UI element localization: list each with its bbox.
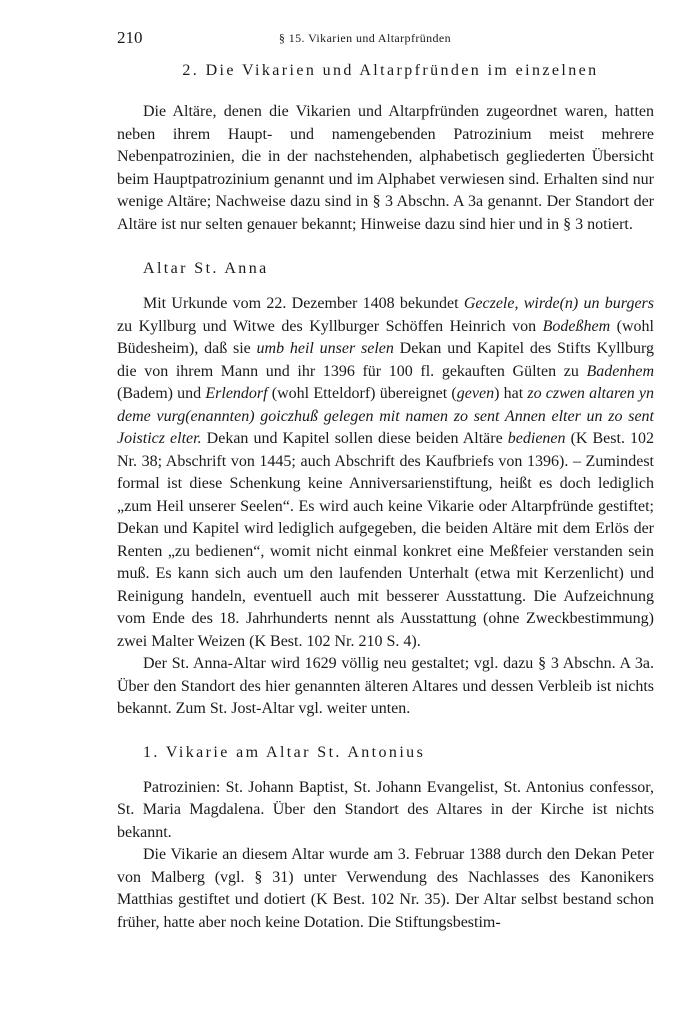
heading-altar-st-anna: Altar St. Anna	[143, 260, 269, 277]
page-number: 210	[117, 28, 143, 47]
heading-vikarie-st-antonius: 1. Vikarie am Altar St. Antonius	[143, 743, 426, 761]
antonius-paragraph-1: Patrozinien: St. Johann Baptist, St. Johann Evangelist, St. Antonius confessor, St. Maria Magdalena. Über den Standort des Altares in der Kirche ist nichts bekannt.	[117, 778, 654, 841]
running-head: § 15. Vikarien und Altarpfründen	[278, 31, 452, 45]
anna-paragraph-2: Der St. Anna-Altar wird 1629 völlig neu gestaltet; vgl. dazu § 3 Abschn. A 3a. Über den Standort des hier genannten älteren Altares und dessen Verbleib ist nichts bekannt. Zum St. Jost-Altar vgl. weiter unten.	[117, 655, 654, 717]
page-body	[117, 62, 654, 934]
intro-paragraph: Die Altäre, denen die Vikarien und Altarpfründen zugeordnet waren, hatten neben ihrem Haupt- und namengebenden Patrozinium meist mehrere Nebenpatrozinien, die in der nachstehenden, alphabetisch gegliederten Übersicht beim Hauptpatrozinium genannt und im Alphabet verwiesen sind. Erhalten sind nur wenige Altäre; Nachweise dazu sind in § 3 Abschn. A 3a genannt. Der Standort der Altäre ist nur selten genauer bekannt; Hinweise dazu sind hier und in § 3 notiert.	[117, 103, 654, 233]
anna-paragraph-1: Mit Urkunde vom 22. Dezember 1408 bekundet Geczele, wirde(n) un burgers zu Kyllburg und Witwe des Kyllburger Schöffen Heinrich von Bodeßhem (wohl Büdesheim), daß sie umb heil unser selen Dekan und Kapitel des Stifts Kyllburg die von ihrem Mann und ihr 1396 für 100 fl. gekauften Gülten zu Badenhem (Badem) und Erlendorf (wohl Etteldorf) übereignet (geven) hat zo czwen altaren yn deme vurg(enannten) goiczhuß gelegen mit namen zo sent Annen elter un zo sent Joisticz elter. Dekan und Kapitel sollen diese beiden Altäre bedienen (K Best. 102 Nr. 38; Abschrift von 1445; auch Abschrift des Kaufbriefs von 1396). – Zumindest formal ist diese Schenkung keine Anniversarienstiftung, heißt es doch lediglich „zum Heil unserer Seelen“. Es wird auch keine Vikarie oder Altarpfründe gestiftet; Dekan und Kapitel wird lediglich aufgegeben, die beiden Altäre mit dem Erlös der Renten „zu bedienen“, womit nicht einmal konkret eine Meßfeier verstanden sein muß. Es kann sich auch um den laufenden Unterhalt (etwa mit Kerzenlicht) und Reinigung handeln, eventuell auch mit besserer Ausstattung. Die Aufzeichnung vom Ende des 18. Jahrhunderts nennt als Ausstattung (ohne Zweckbestimmung) zwei Malter Weizen (K Best. 102 Nr. 210 S. 4).	[117, 295, 655, 650]
section-heading-main: 2. Die Vikarien und Altarpfründen im einzelnen	[182, 62, 599, 79]
antonius-paragraph-2: Die Vikarie an diesem Altar wurde am 3. Februar 1388 durch den Dekan Peter von Malberg (vgl. § 31) unter Verwendung des Nachlasses des Kanonikers Matthias gestiftet und dotiert (K Best. 102 Nr. 35). Der Altar selbst bestand schon früher, hatte aber noch keine Dotation. Die Stiftungsbestim-	[117, 846, 654, 931]
